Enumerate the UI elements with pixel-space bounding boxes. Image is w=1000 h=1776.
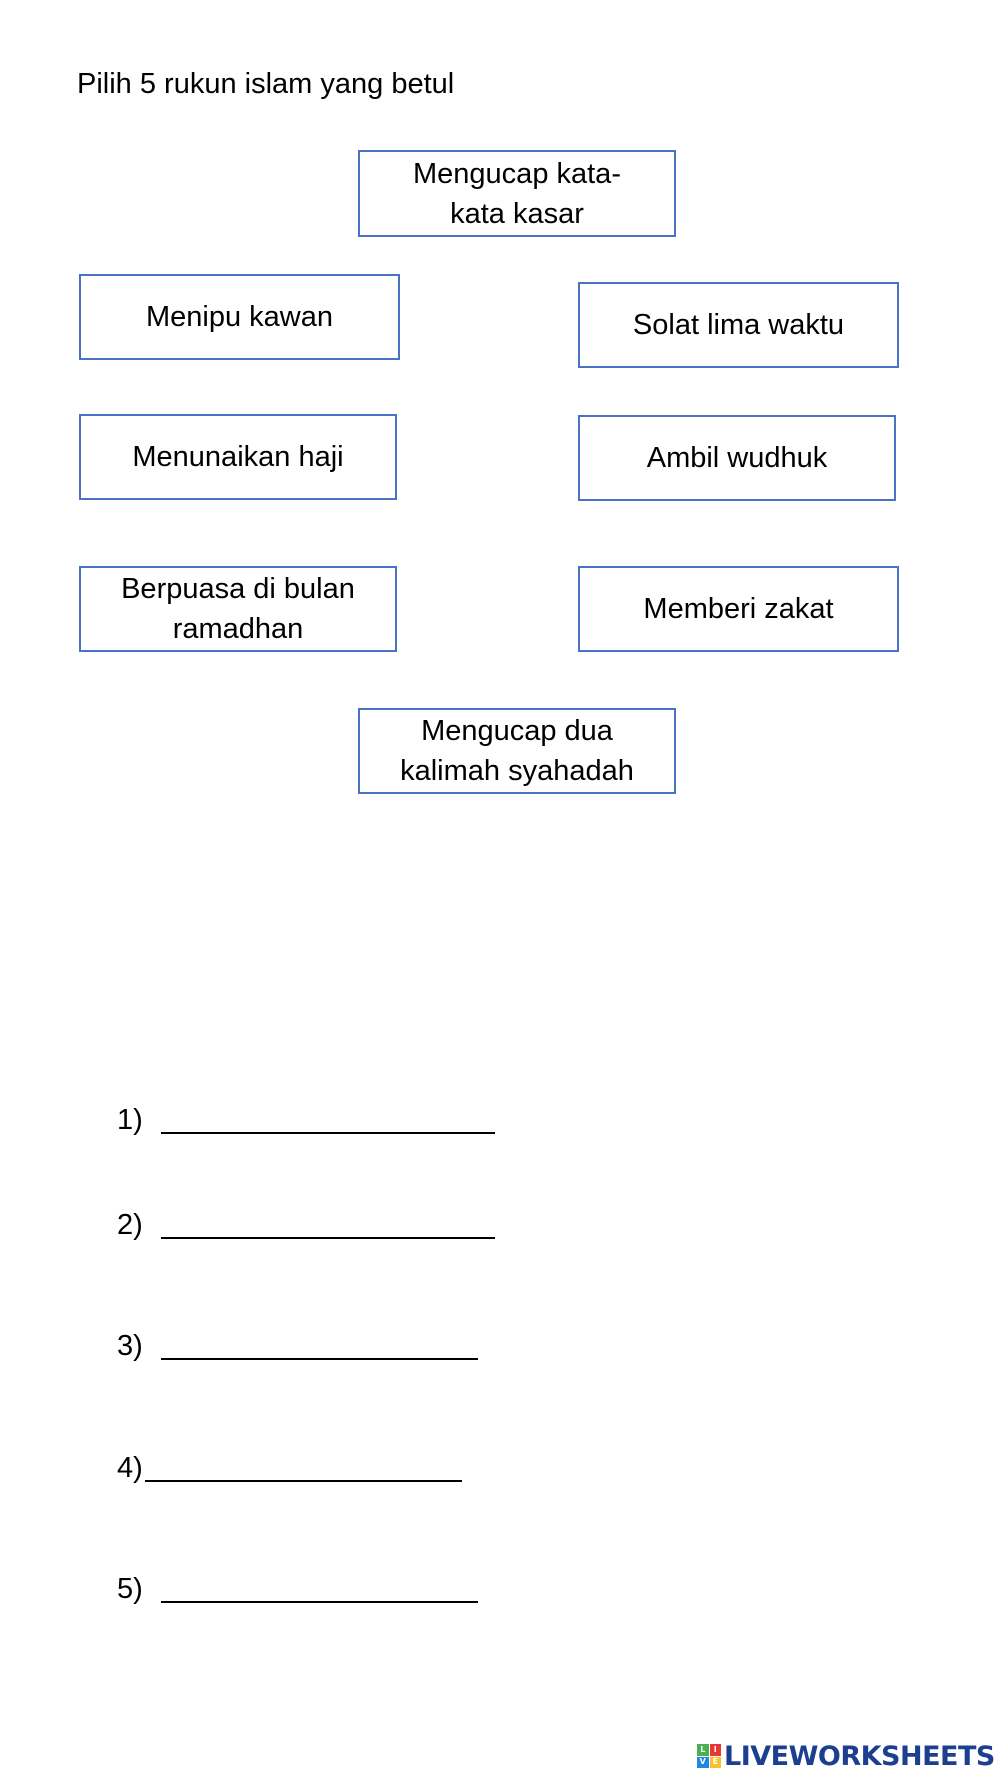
- option-box-mengucap-dua-kalimah-syahadah[interactable]: [358, 708, 676, 794]
- answer-blank[interactable]: [161, 1211, 495, 1239]
- logo-letter-i: I: [710, 1744, 722, 1756]
- option-label: Solat lima waktu: [632, 309, 845, 341]
- answer-number: 3): [117, 1330, 143, 1362]
- answer-number: 1): [117, 1104, 143, 1136]
- answer-number: 2): [117, 1209, 143, 1241]
- option-box-berpuasa-di-bulan-ramadhan[interactable]: [79, 566, 397, 652]
- option-label: Mengucap dua kalimah syahadah: [400, 715, 634, 787]
- answer-number: 4): [117, 1452, 143, 1484]
- option-label: Menipu kawan: [146, 301, 333, 333]
- option-box-ambil-wudhuk[interactable]: [578, 415, 896, 501]
- answer-number: 5): [117, 1573, 143, 1605]
- option-label: Mengucap kata-kata kasar: [413, 157, 621, 230]
- option-box-mengucap-kata-kata-kasar[interactable]: [358, 150, 676, 237]
- answer-blank[interactable]: [161, 1575, 478, 1603]
- liveworksheets-logo[interactable]: [697, 1740, 995, 1772]
- answer-line-1[interactable]: [117, 1102, 495, 1138]
- option-box-memberi-zakat[interactable]: [578, 566, 899, 652]
- option-label: Memberi zakat: [643, 593, 834, 625]
- answer-blank[interactable]: [161, 1332, 478, 1360]
- answer-line-4[interactable]: [117, 1450, 462, 1486]
- option-label: Menunaikan haji: [132, 441, 344, 473]
- option-label: Ambil wudhuk: [646, 442, 828, 474]
- option-label: Berpuasa di bulan ramadhan: [121, 573, 355, 645]
- option-box-menipu-kawan[interactable]: [79, 274, 400, 360]
- answer-blank[interactable]: [145, 1454, 462, 1482]
- answer-line-2[interactable]: [117, 1207, 495, 1243]
- answer-line-3[interactable]: [117, 1328, 478, 1364]
- instruction-text: Pilih 5 rukun islam yang betul: [77, 68, 455, 100]
- option-box-menunaikan-haji[interactable]: [79, 414, 397, 500]
- logo-letter-v: V: [697, 1757, 709, 1769]
- liveworksheets-logo-text: LIVEWORKSHEETS: [724, 1740, 995, 1772]
- answer-blank[interactable]: [161, 1106, 495, 1134]
- logo-letter-l: L: [697, 1744, 709, 1756]
- option-box-solat-lima-waktu[interactable]: [578, 282, 899, 368]
- answer-line-5[interactable]: [117, 1571, 478, 1607]
- liveworksheets-logo-icon: [697, 1744, 721, 1768]
- logo-letter-e: E: [710, 1757, 722, 1769]
